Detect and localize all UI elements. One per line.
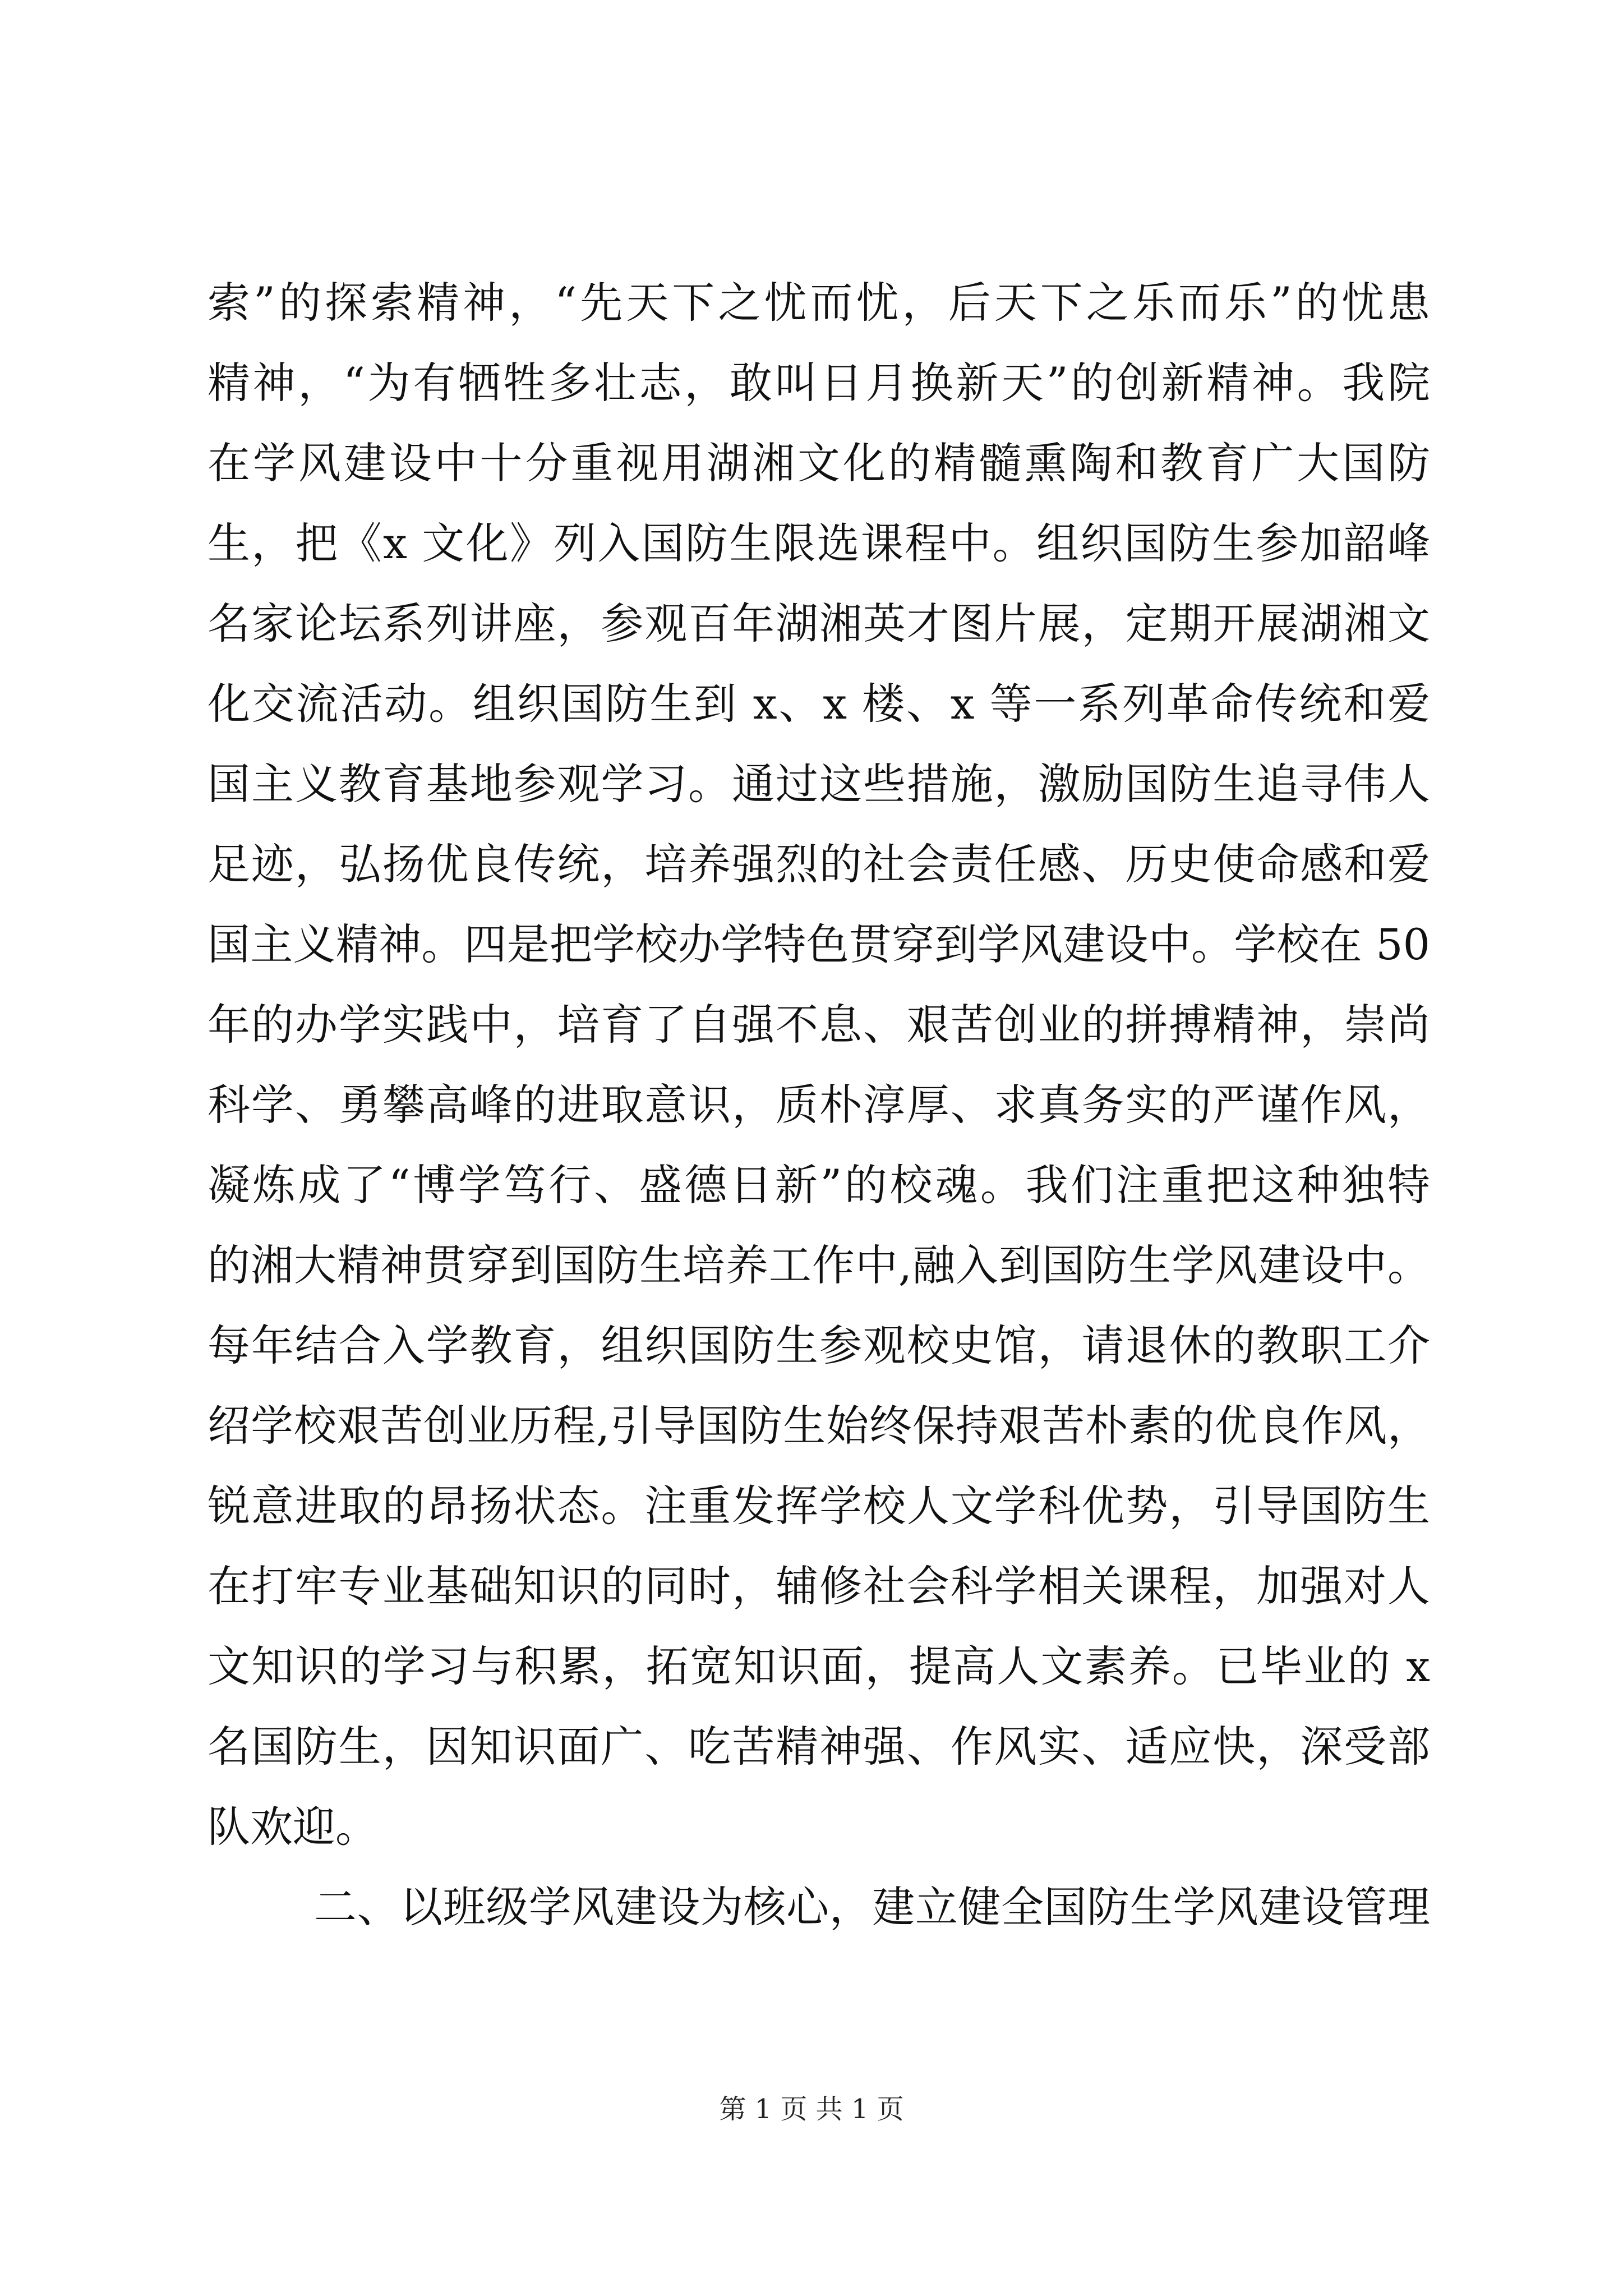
text-line: 索”的探索精神，“先天下之忧而忧，后天下之乐而乐”的忧患 bbox=[208, 278, 1430, 328]
text-line: 锐意进取的昂扬状态。注重发挥学校人文学科优势，引导国防生 bbox=[208, 1481, 1430, 1531]
text-line: 绍学校艰苦创业历程,引导国防生始终保持艰苦朴素的优良作风， bbox=[208, 1401, 1430, 1451]
text-line: 国主义教育基地参观学习。通过这些措施，激励国防生追寻伟人 bbox=[208, 759, 1430, 809]
page-footer: 第 1 页 共 1 页 bbox=[719, 2093, 904, 2125]
text-line: 精神，“为有牺牲多壮志，敢叫日月换新天”的创新精神。我院 bbox=[208, 358, 1430, 408]
document-body bbox=[208, 263, 1430, 1947]
text-line: 在打牢专业基础知识的同时，辅修社会科学相关课程，加强对人 bbox=[208, 1561, 1430, 1611]
text-line: 每年结合入学教育，组织国防生参观校史馆，请退休的教职工介 bbox=[208, 1320, 1430, 1370]
text-line: 的湘大精神贯穿到国防生培养工作中,融入到国防生学风建设中。 bbox=[208, 1240, 1430, 1290]
text-line: 化交流活动。组织国防生到 x、x 楼、x 等一系列革命传统和爱 bbox=[208, 679, 1430, 729]
text-line: 在学风建设中十分重视用湖湘文化的精髓熏陶和教育广大国防 bbox=[208, 438, 1430, 488]
paragraph-1 bbox=[208, 263, 1430, 1867]
paragraph-2 bbox=[208, 1867, 1430, 1947]
text-line: 二、以班级学风建设为核心，建立健全国防生学风建设管理 bbox=[314, 1882, 1430, 1932]
text-line: 科学、勇攀高峰的进取意识，质朴淳厚、求真务实的严谨作风， bbox=[208, 1080, 1430, 1130]
text-line: 足迹，弘扬优良传统，培养强烈的社会责任感、历史使命感和爱 bbox=[208, 839, 1430, 889]
text-line: 名家论坛系列讲座，参观百年湖湘英才图片展，定期开展湖湘文 bbox=[208, 599, 1430, 648]
text-line: 凝炼成了“博学笃行、盛德日新”的校魂。我们注重把这种独特 bbox=[208, 1160, 1430, 1210]
text-line: 国主义精神。四是把学校办学特色贯穿到学风建设中。学校在 50 bbox=[208, 919, 1430, 969]
text-line: 队欢迎。 bbox=[208, 1802, 378, 1852]
text-line: 生，把《x 文化》列入国防生限选课程中。组织国防生参加韶峰 bbox=[208, 518, 1430, 568]
text-line: 文知识的学习与积累，拓宽知识面，提高人文素养。已毕业的 x bbox=[208, 1641, 1430, 1691]
text-line: 年的办学实践中，培育了自强不息、艰苦创业的拼搏精神，崇尚 bbox=[208, 1000, 1430, 1050]
text-line: 名国防生，因知识面广、吃苦精神强、作风实、适应快，深受部 bbox=[208, 1722, 1430, 1772]
